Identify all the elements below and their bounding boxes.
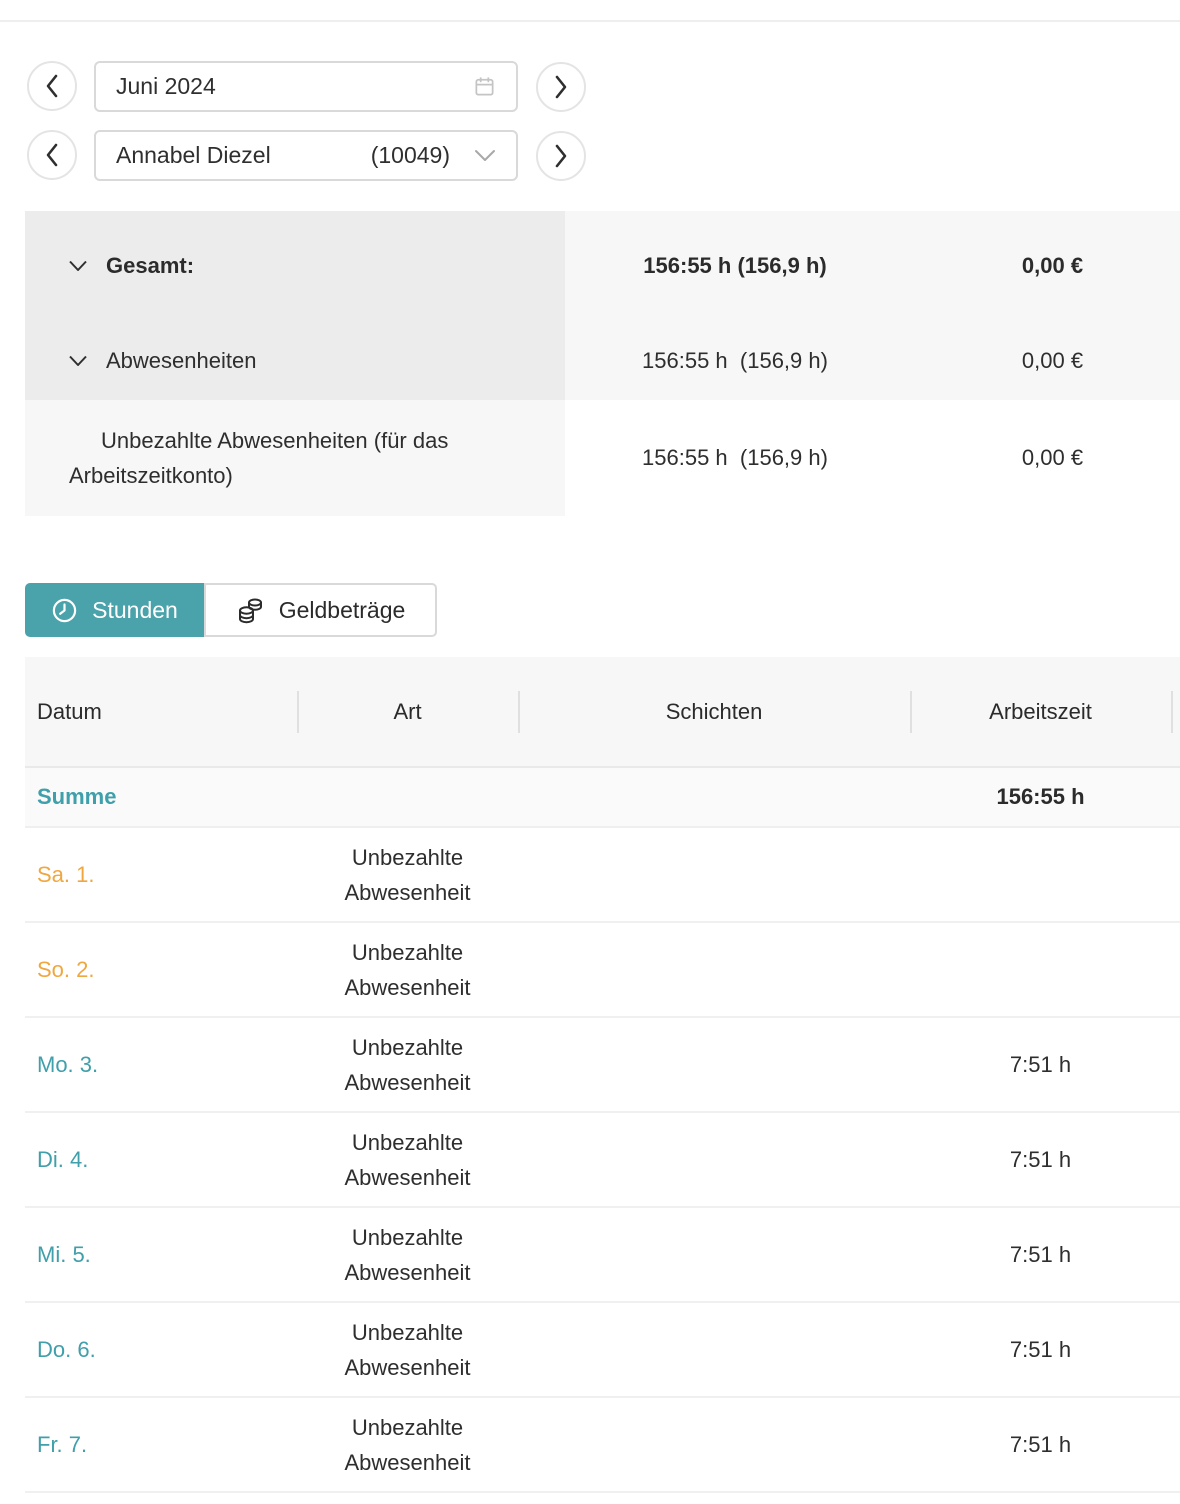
chevron-left-icon xyxy=(44,142,60,168)
row-date: Do. 6. xyxy=(37,1336,96,1362)
chevron-down-icon xyxy=(474,149,496,162)
row-schichten xyxy=(518,969,910,970)
summary-hours-abwesenheiten: 156:55 h (156,9 h) xyxy=(565,321,905,400)
row-art: Unbezahlte Abwesenheit xyxy=(344,1414,471,1475)
month-select[interactable] xyxy=(94,61,518,112)
tab-geldbetraege[interactable] xyxy=(204,583,437,637)
tab-geldbetraege-label: Geldbeträge xyxy=(278,596,406,623)
row-date: Fr. 7. xyxy=(37,1431,88,1457)
clock-icon xyxy=(51,597,78,624)
top-divider xyxy=(0,20,1180,22)
row-arbeitszeit: 7:51 h xyxy=(1009,1051,1072,1077)
table-row-fr-7[interactable] xyxy=(25,1398,1180,1493)
chevron-left-icon xyxy=(44,73,60,99)
row-art: Unbezahlte Abwesenheit xyxy=(344,1224,471,1285)
column-divider xyxy=(518,691,520,733)
row-schichten xyxy=(518,1254,910,1255)
column-divider xyxy=(910,691,912,733)
summary-row-abwesenheiten xyxy=(25,321,1180,400)
summary-row-gesamt xyxy=(25,211,1180,321)
next-employee-button[interactable] xyxy=(536,131,586,181)
next-month-button[interactable] xyxy=(536,62,586,112)
summary-label-gesamt xyxy=(25,211,565,321)
summe-label: Summe xyxy=(37,784,117,809)
summary-label-unbezahlte xyxy=(25,400,565,516)
table-row-di-4[interactable] xyxy=(25,1113,1180,1208)
prev-employee-button[interactable] xyxy=(27,130,77,180)
summary-hours-gesamt: 156:55 h (156,9 h) xyxy=(565,211,905,321)
table-row-mi-5[interactable] xyxy=(25,1208,1180,1303)
row-schichten xyxy=(518,1064,910,1065)
calendar-icon xyxy=(473,75,496,98)
summary-panel xyxy=(25,211,1180,516)
table-header xyxy=(25,657,1180,768)
summary-label-text: Abwesenheiten xyxy=(106,347,257,373)
row-date: Mi. 5. xyxy=(37,1241,91,1267)
prev-month-button[interactable] xyxy=(27,61,77,111)
summary-label-abwesenheiten xyxy=(25,321,565,400)
row-schichten xyxy=(518,1349,910,1350)
row-date: Di. 4. xyxy=(37,1146,89,1172)
table-row-mo-3[interactable] xyxy=(25,1018,1180,1113)
row-arbeitszeit: 7:51 h xyxy=(1009,1241,1072,1267)
row-art: Unbezahlte Abwesenheit xyxy=(344,939,471,1000)
summary-amount-unbezahlte: 0,00 € xyxy=(1021,445,1084,470)
row-arbeitszeit: 7:51 h xyxy=(1009,1146,1072,1172)
employee-name: Annabel Diezel xyxy=(116,142,271,168)
collapse-abwesenheiten-icon[interactable] xyxy=(68,355,88,367)
row-date: Sa. 1. xyxy=(37,861,95,887)
column-header-datum: Datum xyxy=(37,698,102,724)
row-date: Mo. 3. xyxy=(37,1051,99,1077)
column-header-schichten: Schichten xyxy=(665,698,763,724)
coins-icon xyxy=(236,596,265,625)
row-arbeitszeit: 7:51 h xyxy=(1009,1431,1072,1457)
table-row-do-6[interactable] xyxy=(25,1303,1180,1398)
hours-table xyxy=(25,657,1180,1493)
row-arbeitszeit: 7:51 h xyxy=(1009,1336,1072,1362)
month-select-value: Juni 2024 xyxy=(116,73,216,99)
column-divider xyxy=(1171,691,1173,733)
summe-row xyxy=(25,768,1180,828)
summary-row-unbezahlte xyxy=(25,400,1180,516)
summary-label-text: Gesamt: xyxy=(106,253,195,278)
summary-amount-gesamt: 0,00 € xyxy=(905,211,1180,321)
row-art: Unbezahlte Abwesenheit xyxy=(344,844,471,905)
tab-stunden[interactable] xyxy=(25,583,204,637)
column-header-arbeitszeit: Arbeitszeit xyxy=(989,698,1092,724)
row-schichten xyxy=(518,1444,910,1445)
summe-arbeitszeit: 156:55 h xyxy=(996,784,1085,809)
row-art: Unbezahlte Abwesenheit xyxy=(344,1319,471,1380)
row-schichten xyxy=(518,1159,910,1160)
table-row-sa-1[interactable] xyxy=(25,828,1180,923)
row-art: Unbezahlte Abwesenheit xyxy=(344,1129,471,1190)
table-row-so-2[interactable] xyxy=(25,923,1180,1018)
collapse-gesamt-icon[interactable] xyxy=(68,260,88,272)
summary-amount-abwesenheiten: 0,00 € xyxy=(905,321,1180,400)
summary-label-text: Unbezahlte Abwesenheiten (für das Arbeitszeitkonto) xyxy=(69,428,449,488)
tab-stunden-label: Stunden xyxy=(92,596,178,623)
column-header-art: Art xyxy=(393,698,422,724)
view-tabs xyxy=(25,583,437,637)
row-schichten xyxy=(518,874,910,875)
row-date: So. 2. xyxy=(37,956,95,982)
employee-number: (10049) xyxy=(370,142,450,168)
employee-select[interactable] xyxy=(94,130,518,181)
summary-hours-unbezahlte: 156:55 h (156,9 h) xyxy=(642,445,828,470)
row-art: Unbezahlte Abwesenheit xyxy=(344,1034,471,1095)
column-divider xyxy=(297,691,299,733)
chevron-right-icon xyxy=(553,74,569,100)
chevron-right-icon xyxy=(553,143,569,169)
